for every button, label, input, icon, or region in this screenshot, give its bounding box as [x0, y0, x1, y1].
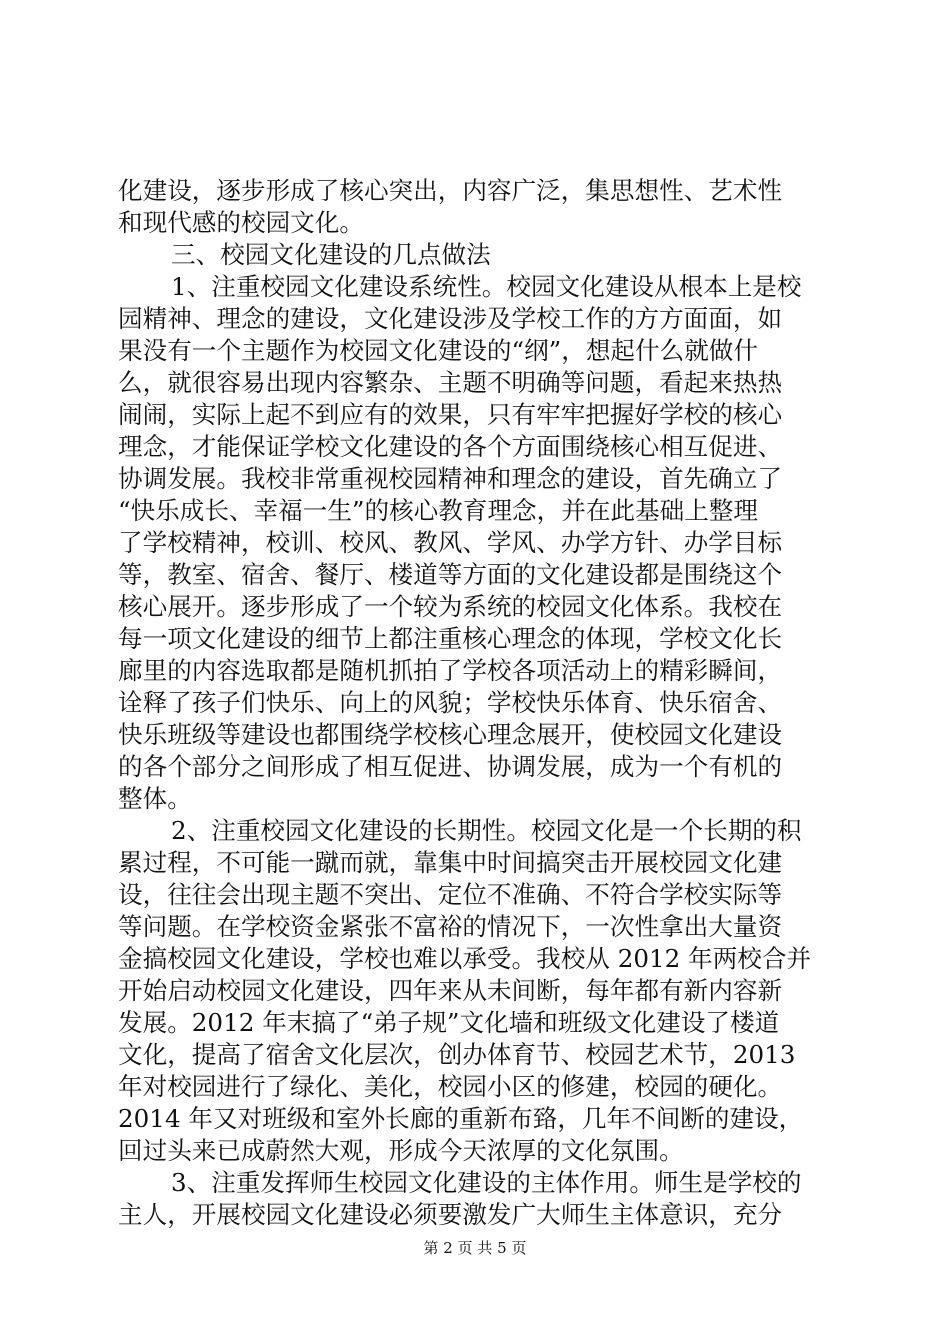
text-line: 和现代感的校园文化。: [118, 208, 364, 237]
text-line: 闹闹，实际上起不到应有的效果，只有牢牢把握好学校的核心: [118, 400, 783, 429]
text-line: 化建设，逐步形成了核心突出，内容广泛，集思想性、艺术性: [118, 176, 783, 205]
section-heading: 三、校园文化建设的几点做法: [171, 240, 491, 269]
text-line: 2014 年又对班级和室外长廊的重新布臵，几年不间断的建设，: [118, 1104, 804, 1133]
text-line: 么，就很容易出现内容繁杂、主题不明确等问题，看起来热热: [118, 368, 783, 397]
text-line: 廊里的内容选取都是随机抓拍了学校各项活动上的精彩瞬间，: [118, 656, 783, 685]
text-line: 设，往往会出现主题不突出、定位不准确、不符合学校实际等: [118, 880, 783, 909]
paragraph-start: 3、注重发挥师生校园文化建设的主体作用。师生是学校的: [171, 1168, 802, 1197]
text-line: 回过头来已成蔚然大观，形成今天浓厚的文化氛围。: [118, 1136, 684, 1165]
text-line: 年对校园进行了绿化、美化，校园小区的修建，校园的硬化。: [118, 1072, 783, 1101]
text-line: 累过程，不可能一蹴而就，靠集中时间搞突击开展校园文化建: [118, 848, 783, 877]
text-line: 等，教室、宿舍、餐厅、楼道等方面的文化建设都是围绕这个: [118, 560, 783, 589]
text-line: 快乐班级等建设也都围绕学校核心理念展开，使校园文化建设: [118, 720, 783, 749]
text-line: 每一项文化建设的细节上都注重核心理念的体现，学校文化长: [118, 624, 783, 653]
text-line: 核心展开。逐步形成了一个较为系统的校园文化体系。我校在: [118, 592, 783, 621]
text-line: 果没有一个主题作为校园文化建设的“纲”，想起什么就做什: [118, 336, 758, 365]
text-line: 等问题。在学校资金紧张不富裕的情况下，一次性拿出大量资: [118, 912, 783, 941]
text-line: 文化，提高了宿舍文化层次，创办体育节、校园艺术节，2013: [118, 1040, 796, 1069]
text-line: 理念，才能保证学校文化建设的各个方面围绕核心相互促进、: [118, 432, 783, 461]
text-line: 发展。2012 年末搞了“弟子规”文化墙和班级文化建设了楼道: [118, 1008, 780, 1037]
text-line: 主人，开展校园文化建设必须要激发广大师生主体意识，充分: [118, 1200, 783, 1229]
text-line: 了学校精神，校训、校风、教风、学风、办学方针、办学目标: [118, 528, 783, 557]
text-line: 开始启动校园文化建设，四年来从未间断，每年都有新内容新: [118, 976, 783, 1005]
text-line: 协调发展。我校非常重视校园精神和理念的建设，首先确立了: [118, 464, 783, 493]
text-line: 诠释了孩子们快乐、向上的风貌；学校快乐体育、快乐宿舍、: [118, 688, 783, 717]
text-line: 的各个部分之间形成了相互促进、协调发展，成为一个有机的: [118, 752, 783, 781]
paragraph-start: 1、注重校园文化建设系统性。校园文化建设从根本上是校: [171, 272, 802, 301]
paragraph-start: 2、注重校园文化建设的长期性。校园文化是一个长期的积: [171, 816, 802, 845]
text-line: 金搞校园文化建设，学校也难以承受。我校从 2012 年两校合并: [118, 944, 812, 973]
text-line: 园精神、理念的建设，文化建设涉及学校工作的方方面面，如: [118, 304, 783, 333]
text-line: 整体。: [118, 784, 192, 813]
page-number-footer: 第 2 页 共 5 页: [423, 1239, 527, 1257]
text-line: “快乐成长、幸福一生”的核心教育理念，并在此基础上整理: [118, 496, 758, 525]
